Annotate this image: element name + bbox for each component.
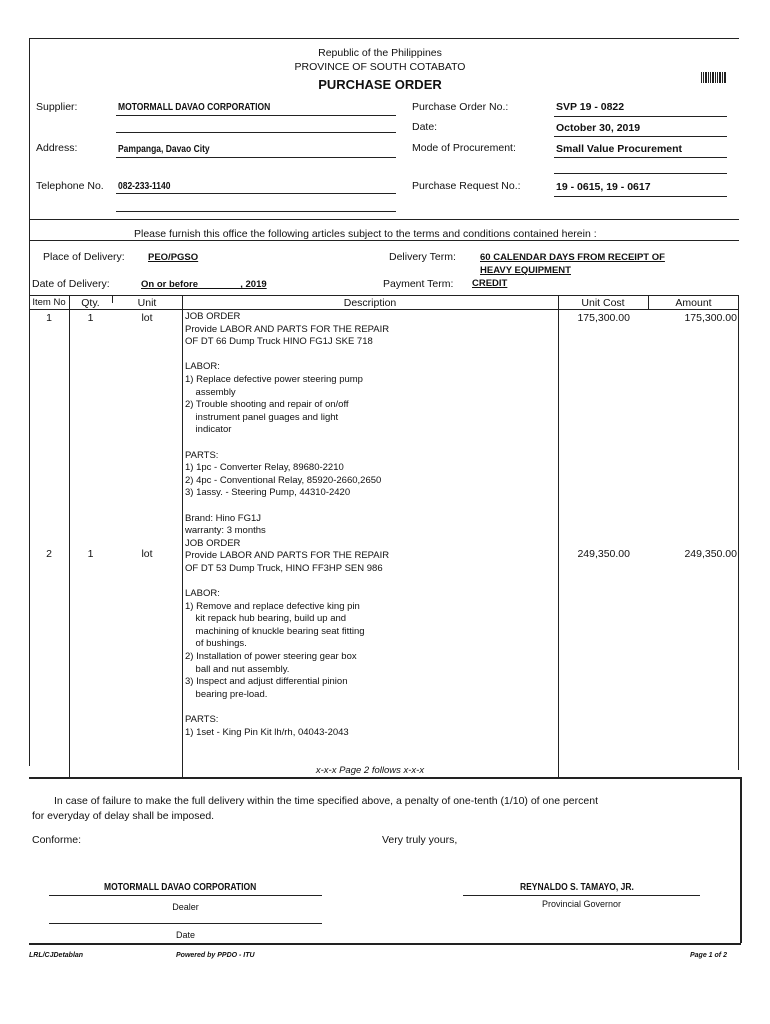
col-sep-1 [69,295,70,777]
desc-line: JOB ORDER [185,537,241,549]
desc-line: machining of knuckle bearing seat fitting [185,625,365,637]
phone-label: Telephone No. [36,180,104,192]
address-label: Address: [36,142,78,154]
instructions-bottom-rule [29,240,739,241]
delivery-date-label: Date of Delivery: [32,278,110,290]
frame-left [29,38,30,766]
col-unit-cost: Unit Cost [581,297,625,309]
col-amount: Amount [675,297,712,309]
mode-underline-2 [554,173,727,174]
po-underline [554,116,727,117]
page-title: PURCHASE ORDER [318,77,442,92]
mode-value: Small Value Procurement [556,143,683,155]
desc-line: 1) 1pc - Converter Relay, 89680-2210 [185,462,344,474]
instructions-text: Please furnish this office the following articles subject to the terms and conditions contained herein : [134,228,597,240]
desc-line: kit repack hub bearing, build up and [185,613,347,625]
desc-line: assembly [185,386,236,398]
row2-item: 2 [46,548,52,560]
penalty-box-top [29,777,741,779]
supplier-label: Supplier: [36,101,78,113]
desc-line: LABOR: [185,361,220,373]
penalty-line2: for everyday of delay shall be imposed. [32,810,215,822]
row1-qty: 1 [87,312,94,324]
address-value: Pampanga, Davao City [118,144,210,155]
signature-date-label: Date [175,930,195,940]
dealer-name: MOTORMALL DAVAO CORPORATION [104,882,257,893]
po-label: Purchase Order No.: [412,101,509,113]
place-value: PEO/PGSO [148,252,199,263]
desc-line [185,349,555,362]
penalty-box-bottom [29,943,741,945]
date-label: Date: [412,121,438,133]
col-item-no: Item No [32,297,66,308]
col-unit: Unit [137,297,157,309]
governor-title: Provincial Governor [541,899,622,909]
penalty-line1: In case of failure to make the full delivery within the time specified above, a penalty of one-tenth (1/10) of one percent [54,795,598,807]
row2-qty: 1 [87,548,94,560]
payment-label: Payment Term: [383,278,454,290]
desc-line [185,500,555,513]
desc-line: Brand: Hino FG1J [185,512,262,524]
row2-amount: 249,350.00 [684,548,737,560]
dealer-label: Dealer [172,902,199,912]
col-sep-right [738,295,739,770]
desc-line: 2) Trouble shooting and repair of on/off [185,399,349,411]
conforme-label: Conforme: [32,834,82,846]
mode-label: Mode of Procurement: [412,142,516,154]
desc-line: warranty: 3 months [185,525,266,537]
governor-signature-line [463,895,700,896]
mode-underline [554,157,727,158]
closing-text: Very truly yours, [382,834,458,846]
barcode-icon [701,72,727,86]
pr-value: 19 - 0615, 19 - 0617 [556,181,651,193]
desc-line: of bushings. [185,638,247,650]
desc-line: 1) Remove and replace defective king pin [185,600,360,612]
desc-line: instrument panel guages and light [185,411,339,423]
desc-line: ball and nut assembly. [185,663,290,675]
row2-unit-cost: 249,350.00 [577,548,630,560]
governor-name: REYNALDO S. TAMAYO, JR. [520,882,634,893]
desc-line: OF DT 66 Dump Truck HINO FG1J SKE 718 [185,336,373,348]
delivery-date-value: On or before , 2019 [141,279,267,290]
desc-line: PARTS: [185,449,219,461]
delivery-term-label: Delivery Term: [389,251,456,263]
row1-description [185,311,555,739]
desc-line: 1) 1set - King Pin Kit lh/rh, 04043-2043 [185,726,349,738]
col-qty: Qty. [81,297,100,309]
col-sep-4 [558,295,559,777]
table-header-bottom-rule [29,309,739,310]
place-label: Place of Delivery: [43,251,125,263]
row1-unit: lot [141,312,153,324]
delivery-term-value: 60 CALENDAR DAYS FROM RECEIPT OF [480,252,665,263]
footer-center: Powered by PPDO - ITU [176,952,255,959]
supplier-value: MOTORMALL DAVAO CORPORATION [118,102,271,113]
phone-underline [116,193,396,194]
row1-unit-cost: 175,300.00 [577,312,630,324]
desc-line: JOB ORDER [185,311,241,322]
dealer-signature-line [49,895,322,896]
desc-line: 2) Installation of power steering gear box [185,651,357,663]
instructions-top-rule [29,219,739,220]
address-underline [116,157,396,158]
pr-label: Purchase Request No.: [412,180,521,192]
footer-right: Page 1 of 2 [690,952,727,959]
date-signature-line [49,923,322,924]
supplier-underline [116,115,396,116]
col-sep-5 [648,295,649,309]
col-description: Description [343,297,397,309]
desc-line [185,437,555,450]
frame-top [29,38,739,39]
desc-line: indicator [185,424,232,436]
desc-line [185,701,555,714]
phone-underline-2 [116,211,396,212]
footer-left: LRL/CJDetablan [29,952,84,959]
col-sep-3 [182,295,183,777]
desc-line [185,575,555,588]
header-line1: Republic of the Philippines [318,47,442,59]
penalty-box-right [740,777,742,943]
row1-item: 1 [46,312,52,324]
desc-line: 3) Inspect and adjust differential pinion [185,676,348,688]
desc-line: bearing pre-load. [185,688,268,700]
desc-line: 3) 1assy. - Steering Pump, 44310-2420 [185,487,351,499]
continuation-note: x-x-x Page 2 follows x-x-x [315,765,425,776]
date-underline [554,136,727,137]
col-sep-2 [112,295,113,303]
phone-value: 082-233-1140 [118,181,171,192]
desc-line: Provide LABOR AND PARTS FOR THE REPAIR [185,550,390,562]
desc-line: PARTS: [185,714,219,725]
desc-line: Provide LABOR AND PARTS FOR THE REPAIR [185,323,390,335]
supplier-underline-2 [116,132,396,133]
header-line2: PROVINCE OF SOUTH COTABATO [294,61,466,73]
desc-line: 1) Replace defective power steering pump [185,373,363,385]
desc-line: LABOR: [185,588,220,600]
desc-line: 2) 4pc - Conventional Relay, 85920-2660,2650 [185,474,382,486]
delivery-term-value-2: HEAVY EQUIPMENT [480,265,571,276]
payment-value: CREDIT [472,278,508,289]
table-header-top-rule [29,295,739,296]
pr-underline [554,196,727,197]
desc-line: OF DT 53 Dump Truck, HINO FF3HP SEN 986 [185,562,383,574]
row2-unit: lot [141,548,153,560]
po-value: SVP 19 - 0822 [556,101,625,113]
row1-amount: 175,300.00 [684,312,737,324]
date-value: October 30, 2019 [556,122,641,134]
